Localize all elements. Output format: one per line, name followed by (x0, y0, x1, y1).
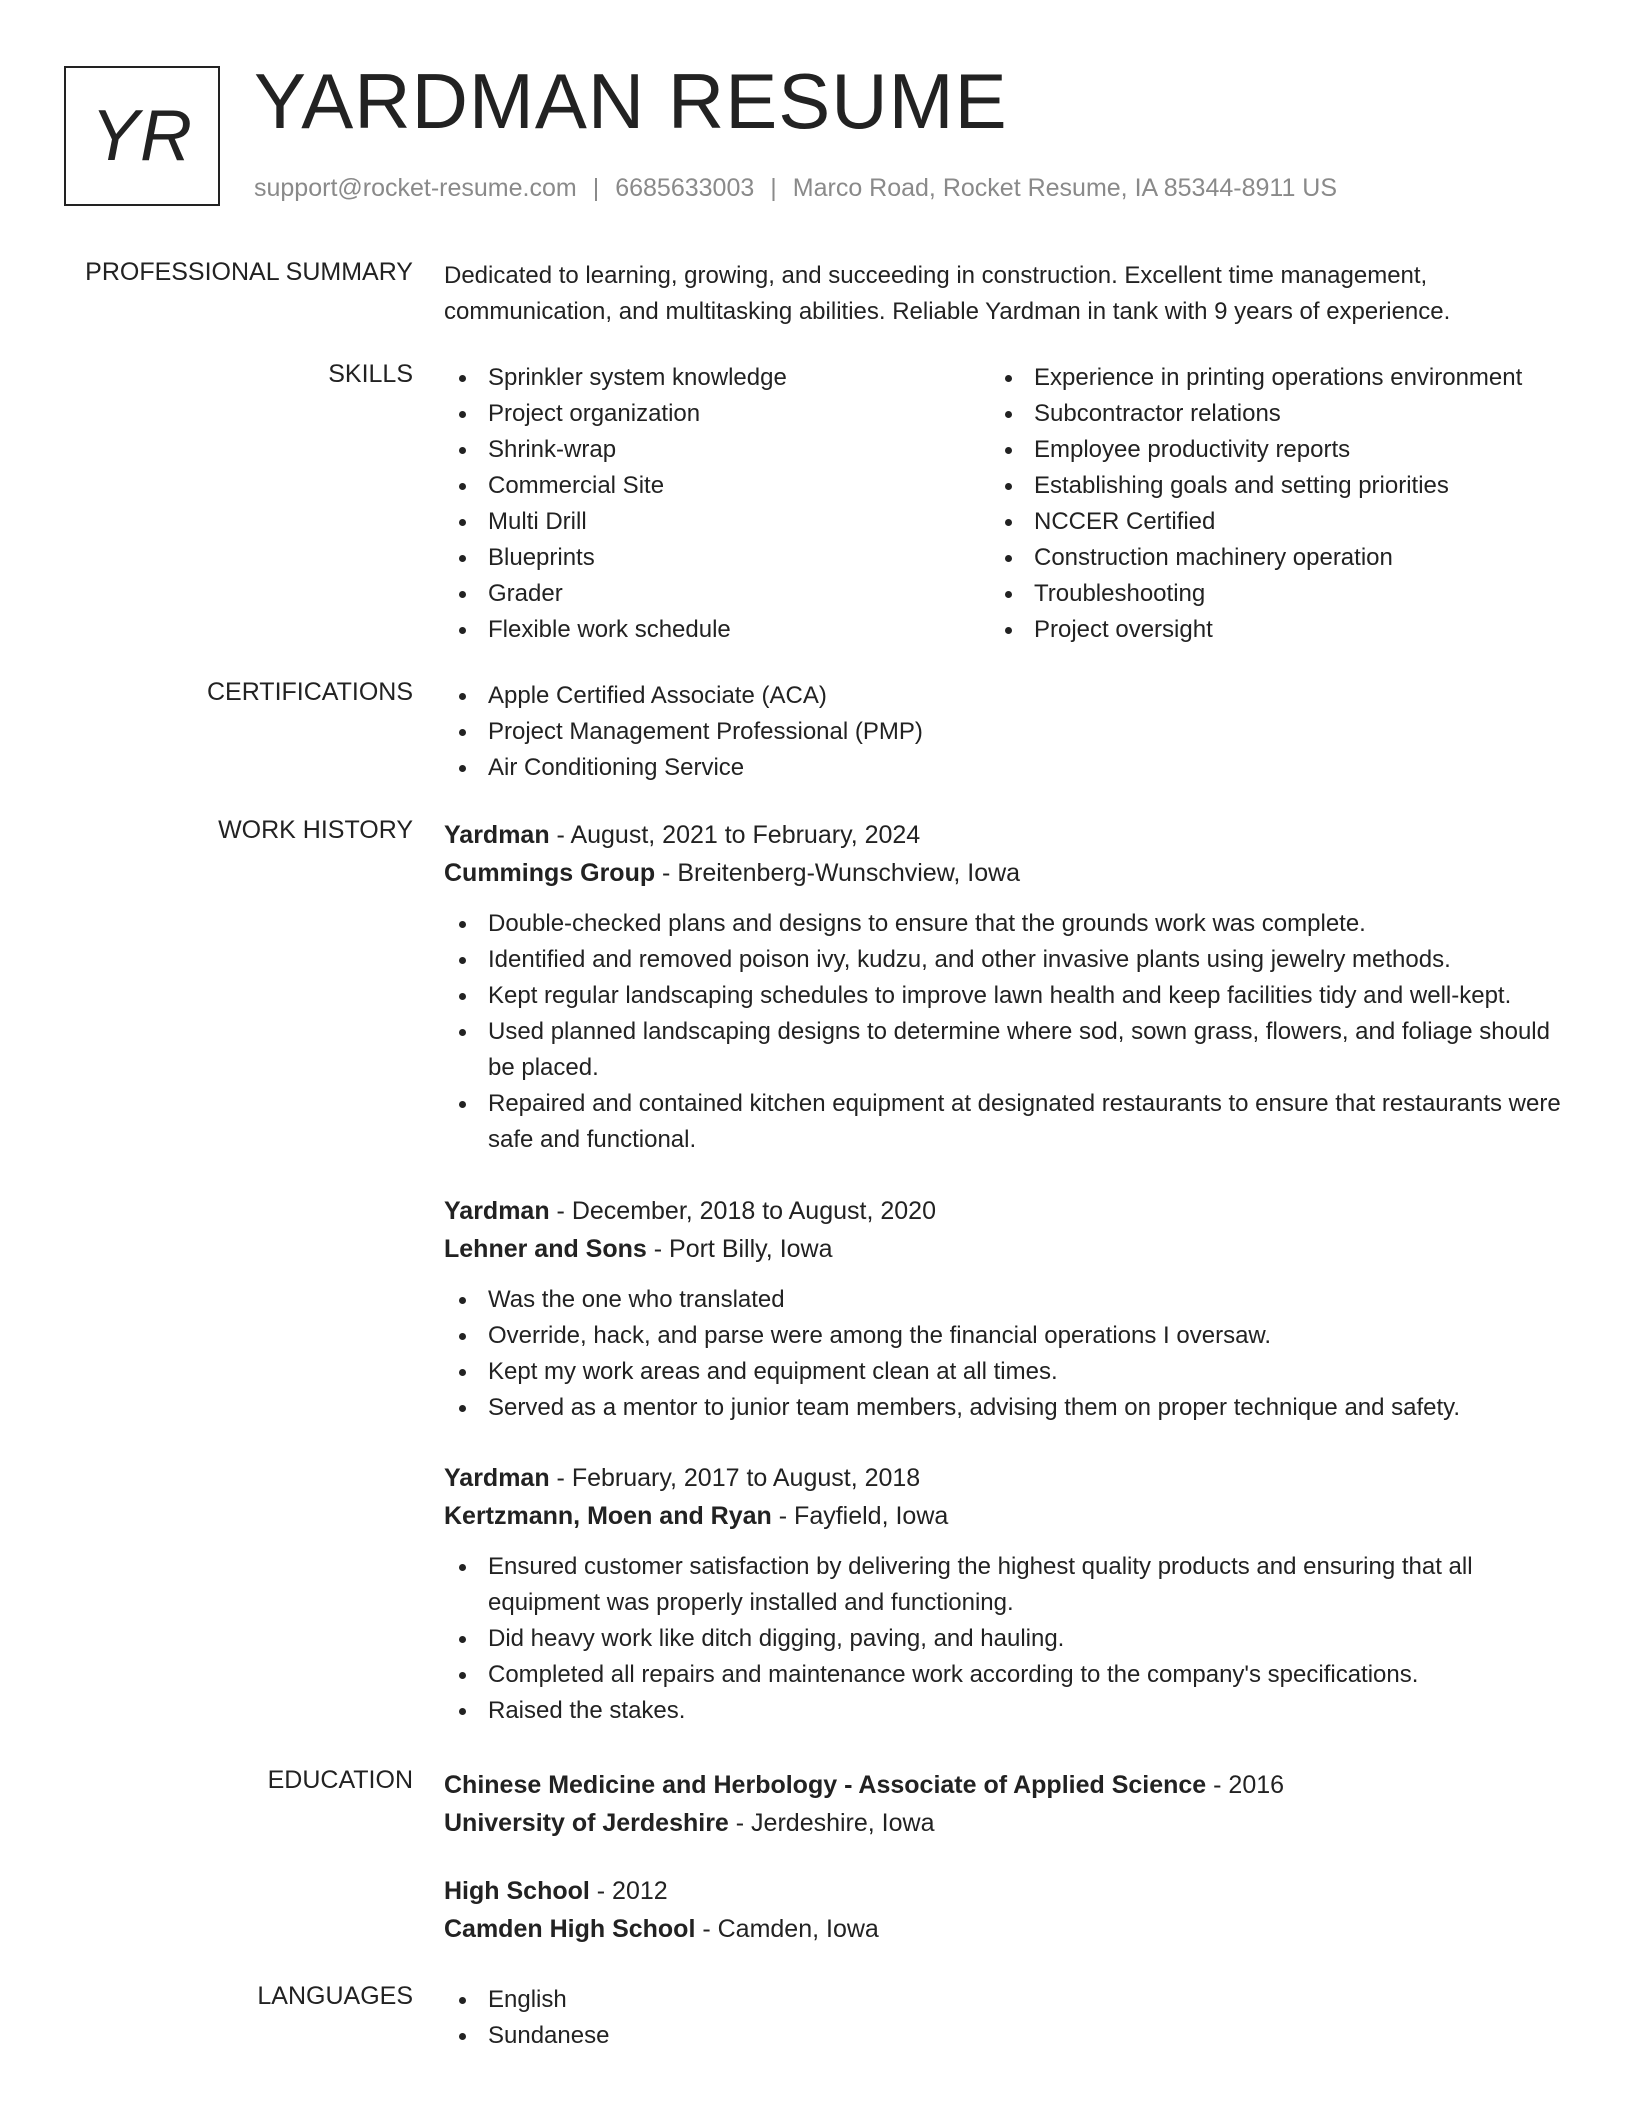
skill-item: Sprinkler system knowledge (444, 360, 990, 396)
job-duty: Repaired and contained kitchen equipment at designated restaurants to ensure that restaurants were safe and functional. (444, 1086, 1564, 1158)
skill-item: Shrink-wrap (444, 432, 990, 468)
job-title: Yardman (444, 821, 550, 849)
section-label: EDUCATION (267, 1766, 413, 1794)
job-duty: Was the one who translated (444, 1282, 1564, 1318)
degree: Chinese Medicine and Herbology - Associate of Applied Science (444, 1771, 1207, 1799)
degree: High School (444, 1877, 590, 1905)
employer-name: Lehner and Sons (444, 1235, 647, 1263)
contact-email[interactable]: support@rocket-resume.com (254, 174, 577, 202)
employer-line (444, 1497, 1564, 1535)
language-item: English (444, 1982, 1564, 2018)
skill-item: Project organization (444, 396, 990, 432)
job-title-line (444, 1192, 1564, 1230)
certification-item: Air Conditioning Service (444, 750, 1564, 786)
job-title-line (444, 816, 1564, 854)
skill-item: Experience in printing operations environment (990, 360, 1536, 396)
education-entry (444, 1872, 1564, 1948)
skill-item: Commercial Site (444, 468, 990, 504)
job-duties (444, 1549, 1564, 1729)
school-name: University of Jerdeshire (444, 1809, 729, 1837)
monogram: YR (64, 66, 220, 206)
certification-item: Project Management Professional (PMP) (444, 714, 1564, 750)
job-dates: - December, 2018 to August, 2020 (549, 1197, 936, 1225)
section-label: SKILLS (328, 360, 413, 388)
section-label: WORK HISTORY (218, 816, 413, 844)
graduation-year: - 2012 (589, 1877, 668, 1905)
job-duty: Raised the stakes. (444, 1693, 1564, 1729)
job-duties (444, 906, 1564, 1158)
job-duty: Used planned landscaping designs to determine where sod, sown grass, flowers, and foliage should be placed. (444, 1014, 1564, 1086)
graduation-year: - 2016 (1206, 1771, 1285, 1799)
job-title: Yardman (444, 1464, 550, 1492)
job-duty: Kept my work areas and equipment clean at all times. (444, 1354, 1564, 1390)
skill-item: Multi Drill (444, 504, 990, 540)
contact-phone[interactable]: 6685633003 (615, 174, 755, 202)
job-duty: Served as a mentor to junior team members, advising them on proper technique and safety. (444, 1390, 1564, 1426)
summary-text: Dedicated to learning, growing, and succeeding in construction. Excellent time management, communication, and multitasking abilities. Reliable Yardman in tank with 9 years of experience. (444, 262, 1451, 325)
skills-list-right (990, 360, 1536, 648)
contact-address: Marco Road, Rocket Resume, IA 85344-8911 US (792, 174, 1338, 202)
contact-line (254, 174, 1337, 203)
skill-item: Employee productivity reports (990, 432, 1536, 468)
employer-location: - Breitenberg-Wunschview, Iowa (655, 859, 1021, 887)
job-duties (444, 1282, 1564, 1426)
skill-item: Troubleshooting (990, 576, 1536, 612)
certifications-list (444, 678, 1564, 786)
employer-location: - Fayfield, Iowa (771, 1502, 949, 1530)
skill-item: Grader (444, 576, 990, 612)
job-entry (444, 1459, 1564, 1729)
education-entry (444, 1766, 1564, 1842)
section-label: PROFESSIONAL SUMMARY (85, 258, 413, 286)
employer-name: Kertzmann, Moen and Ryan (444, 1502, 772, 1530)
school-location: - Camden, Iowa (695, 1915, 879, 1943)
skill-item: Project oversight (990, 612, 1536, 648)
skill-item: Subcontractor relations (990, 396, 1536, 432)
job-duty: Ensured customer satisfaction by delivering the highest quality products and ensuring that all equipment was properly installed and functioning. (444, 1549, 1564, 1621)
job-duty: Completed all repairs and maintenance work according to the company's specifications. (444, 1657, 1564, 1693)
job-duty: Identified and removed poison ivy, kudzu, and other invasive plants using jewelry methods. (444, 942, 1564, 978)
contact-separator: | (592, 174, 600, 202)
language-item: Sundanese (444, 2018, 1564, 2054)
skill-item: Construction machinery operation (990, 540, 1536, 576)
employer-line (444, 854, 1564, 892)
school-location: - Jerdeshire, Iowa (728, 1809, 935, 1837)
school-line (444, 1804, 1564, 1842)
school-line (444, 1910, 1564, 1948)
job-duty: Kept regular landscaping schedules to improve lawn health and keep facilities tidy and well-kept. (444, 978, 1564, 1014)
job-duty: Override, hack, and parse were among the financial operations I oversaw. (444, 1318, 1564, 1354)
job-duty: Did heavy work like ditch digging, paving, and hauling. (444, 1621, 1564, 1657)
job-dates: - February, 2017 to August, 2018 (549, 1464, 921, 1492)
skill-item: Establishing goals and setting priorities (990, 468, 1536, 504)
degree-line (444, 1872, 1564, 1910)
certification-item: Apple Certified Associate (ACA) (444, 678, 1564, 714)
languages-list (444, 1982, 1564, 2054)
school-name: Camden High School (444, 1915, 696, 1943)
job-duty: Double-checked plans and designs to ensure that the grounds work was complete. (444, 906, 1564, 942)
job-title: Yardman (444, 1197, 550, 1225)
job-title-line (444, 1459, 1564, 1497)
skills-list-left (444, 360, 990, 648)
degree-line (444, 1766, 1564, 1804)
skill-item: NCCER Certified (990, 504, 1536, 540)
employer-location: - Port Billy, Iowa (646, 1235, 833, 1263)
section-label: LANGUAGES (257, 1982, 413, 2010)
contact-separator: | (770, 174, 777, 202)
section-label: CERTIFICATIONS (206, 678, 413, 706)
job-entry (444, 1192, 1564, 1426)
job-dates: - August, 2021 to February, 2024 (549, 821, 921, 849)
employer-name: Cummings Group (444, 859, 656, 887)
skill-item: Flexible work schedule (444, 612, 990, 648)
job-entry (444, 816, 1564, 1158)
employer-line (444, 1230, 1564, 1268)
resume-name: YARDMAN RESUME (254, 57, 1008, 145)
skill-item: Blueprints (444, 540, 990, 576)
